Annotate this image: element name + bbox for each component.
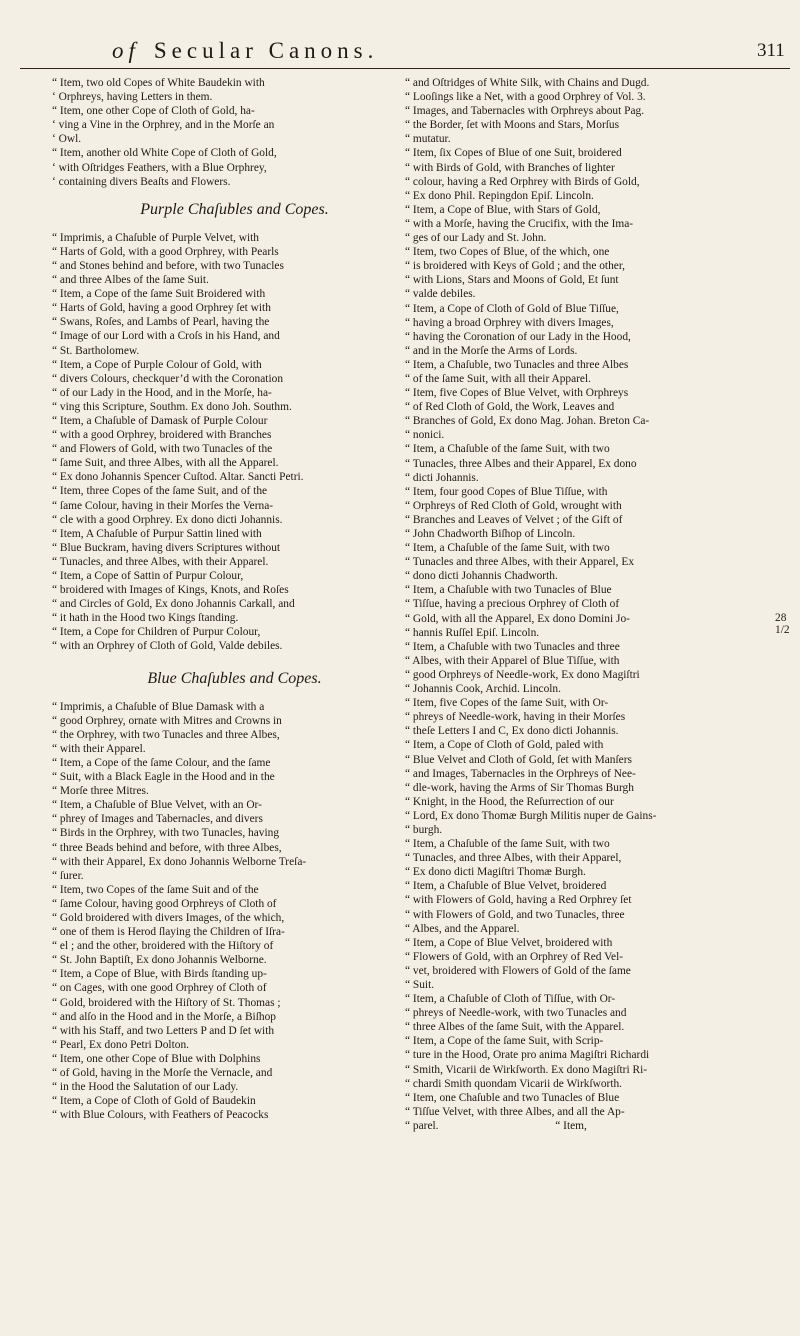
text-line: “ Item, a Cope of Purple Colour of Gold, with bbox=[52, 358, 262, 371]
text-line: “ dicti Johannis. bbox=[405, 471, 479, 484]
text-line: “ and alſo in the Hood and in the Morſe, a Biſhop bbox=[52, 1010, 276, 1023]
text-line: ‘ ving a Vine in the Orphrey, and in the Morſe an bbox=[52, 119, 275, 132]
text-line: “ Item, a Chaſuble of the ſame Suit, with two bbox=[405, 542, 610, 555]
text-line: “ it hath in the Hood two Kings ſtanding. bbox=[52, 612, 239, 625]
text-line: “ dle-work, having the Arms of Sir Thomas Burgh bbox=[405, 781, 634, 794]
text-line: “ Tunacles, three Albes and their Apparel, Ex dono bbox=[405, 457, 637, 470]
text-line: “ Item, five Copes of Blue Velvet, with Orphreys bbox=[405, 387, 629, 400]
text-line: “ of Gold, having in the Morſe the Vernacle, and bbox=[52, 1067, 273, 1079]
text-line: “ Item, a Cope of Cloth of Gold of Blue Tiſſue, bbox=[405, 302, 619, 315]
text-line: “ Item, a Chaſuble with two Tunacles and three bbox=[405, 640, 620, 653]
text-line: “ Tiſſue Velvet, with three Albes, and all the Ap- bbox=[405, 1105, 625, 1118]
text-line: “ one of them is Herod ſlaying the Children of Iſra- bbox=[52, 926, 285, 939]
text-line: “ Item, a Cope for Children of Purpur Colour, bbox=[52, 626, 261, 639]
text-line: “ Item, a Cope of Blue, with Stars of Gold, bbox=[405, 203, 601, 216]
text-line: “ the Orphrey, with two Tunacles and three Albes, bbox=[52, 728, 280, 741]
text-line: ‘ Owl. bbox=[52, 133, 82, 146]
text-line: “ and in the Morſe the Arms of Lords. bbox=[405, 344, 578, 357]
text-line: “ Item, one other Cope of Cloth of Gold, ha- bbox=[52, 105, 255, 118]
text-line: “ Item, a Chaſuble, two Tunacles and three Albes bbox=[405, 358, 629, 371]
text-line: “ Tunacles and three Albes, with their Apparel, Ex bbox=[405, 556, 635, 569]
text-line: “ ving this Scripture, Southm. Ex dono Joh. Southm. bbox=[52, 400, 292, 413]
text-line: “ phreys of Needle-work, having in their Morſes bbox=[405, 711, 626, 724]
text-line: “ of the ſame Suit, with all their Apparel. bbox=[405, 372, 591, 385]
text-line: “ good Orphrey, ornate with Mitres and Crowns in bbox=[52, 714, 282, 727]
left-block-1 bbox=[52, 76, 417, 189]
text-line: “ Ex dono Phil. Repingdon Epiſ. Lincoln. bbox=[405, 189, 594, 202]
text-line: “ Tunacles, and three Albes, with their Apparel. bbox=[52, 555, 269, 568]
text-line: “ hannis Ruſſel Epiſ. Lincoln. bbox=[405, 626, 540, 639]
text-line: “ theſe Letters I and C, Ex dono dicti Johannis. bbox=[405, 725, 619, 738]
text-line: “ ture in the Hood, Orate pro anima Magiſtri Richardi bbox=[405, 1049, 650, 1062]
text-line: “ and Images, Tabernacles in the Orphreys of Nee- bbox=[405, 767, 636, 780]
text-line: “ divers Colours, checkquer’d with the Coronation bbox=[52, 372, 284, 385]
page-number: 311 bbox=[757, 40, 785, 61]
text-line: “ and three Albes of the ſame Suit. bbox=[52, 274, 209, 287]
text-line: ‘ with Oſtridges Feathers, with a Blue Orphrey, bbox=[52, 161, 267, 174]
text-line: “ Suit. bbox=[405, 979, 435, 991]
text-line: “ Albes, with their Apparel of Blue Tiſſue, with bbox=[405, 654, 620, 667]
text-line: “ in the Hood the Salutation of our Lady. bbox=[52, 1081, 239, 1094]
text-line: “ Knight, in the Hood, the Reſurrection of our bbox=[405, 795, 614, 808]
right-block bbox=[405, 76, 775, 1133]
text-line: “ of our Lady in the Hood, and in the Morſe, ha- bbox=[52, 386, 272, 399]
text-line: “ Orphreys of Red Cloth of Gold, wrought with bbox=[405, 499, 622, 512]
text-line: “ Item, a Chaſuble of Cloth of Tiſſue, with Or- bbox=[405, 993, 616, 1006]
text-line: “ and Flowers of Gold, with two Tunacles of the bbox=[52, 443, 273, 456]
text-line: “ Harts of Gold, with a good Orphrey, with Pearls bbox=[52, 245, 279, 258]
running-header bbox=[0, 38, 800, 68]
text-line: “ St. Bartholomew. bbox=[52, 344, 140, 357]
text-line: “ valde debiles. bbox=[405, 288, 476, 301]
text-line: “ having the Coronation of our Lady in the Hood, bbox=[405, 330, 631, 343]
text-line: “ is broidered with Keys of Gold ; and the other, bbox=[405, 260, 626, 273]
text-line: “ of Red Cloth of Gold, the Work, Leaves and bbox=[405, 401, 615, 414]
text-line: “ Blue Buckram, having divers Scriptures without bbox=[52, 541, 281, 554]
text-line: “ Imprimis, a Chaſuble of Purple Velvet, with bbox=[52, 231, 259, 244]
text-line: “ the Border, ſet with Moons and Stars, Morſus bbox=[405, 119, 620, 132]
margin-note: 28 1/2 bbox=[775, 612, 790, 636]
text-line: “ having a broad Orphrey with divers Images, bbox=[405, 316, 614, 329]
text-line: “ Suit, with a Black Eagle in the Hood and in the bbox=[52, 771, 275, 784]
text-line: “ Branches and Leaves of Velvet ; of the Gift of bbox=[405, 513, 623, 526]
text-line: “ Images, and Tabernacles with Orphreys about Pag. bbox=[405, 105, 645, 118]
text-line: “ Item, a Chaſuble of the ſame Suit, with two bbox=[405, 443, 610, 456]
text-line: “ Item, a Cope of the ſame Suit Broidered with bbox=[52, 288, 266, 301]
text-line: “ cle with a good Orphrey. Ex dono dicti Johannis. bbox=[52, 513, 283, 526]
text-line: “ and Circles of Gold, Ex dono Johannis Carkall, and bbox=[52, 598, 295, 611]
header-rule bbox=[20, 68, 790, 69]
text-line: “ Item, two Copes of Blue, of the which, one bbox=[405, 246, 610, 259]
text-line: “ and Stones behind and before, with two Tunacles bbox=[52, 259, 284, 272]
title-text: Secular Canons. bbox=[153, 38, 379, 63]
text-line: “ with an Orphrey of Cloth of Gold, Valde debiles. bbox=[52, 640, 283, 653]
text-line: “ St. John Baptiſt, Ex dono Johannis Welborne. bbox=[52, 954, 267, 967]
text-line: “ Birds in the Orphrey, with two Tunacles, having bbox=[52, 827, 280, 840]
text-line: “ Item, a Cope of the ſame Suit, with Scrip- bbox=[405, 1035, 604, 1048]
text-line: “ Johannis Cook, Archid. Lincoln. bbox=[405, 683, 561, 696]
text-line: “ Smith, Vicarii de Wirkſworth. Ex dono Magiſtri Ri- bbox=[405, 1063, 648, 1076]
text-line: “ chardi Smith quondam Vicarii de Wirkſworth. bbox=[405, 1077, 623, 1090]
text-line: “ Lord, Ex dono Thomæ Burgh Militis nuper de Gains- bbox=[405, 809, 657, 822]
text-line: “ good Orphreys of Needle-work, Ex dono Magiſtri bbox=[405, 668, 640, 681]
right-column bbox=[405, 76, 775, 1133]
text-line: “ nonici. bbox=[405, 429, 445, 442]
text-line: “ with a Morſe, having the Crucifix, with the Ima- bbox=[405, 217, 634, 230]
text-line: “ Item, one Chaſuble and two Tunacles of Blue bbox=[405, 1091, 620, 1104]
text-line: “ Item, another old White Cope of Cloth of Gold, bbox=[52, 147, 277, 160]
left-block-3 bbox=[52, 700, 417, 1123]
text-line: “ with Lions, Stars and Moons of Gold, Et ſunt bbox=[405, 274, 619, 287]
left-block-2 bbox=[52, 231, 417, 654]
text-line: “ Blue Velvet and Cloth of Gold, ſet with Manſers bbox=[405, 753, 632, 766]
text-line: “ Gold, with all the Apparel, Ex dono Domini Jo- bbox=[405, 612, 630, 625]
text-line: “ Item, a Chaſuble with two Tunacles of Blue bbox=[405, 584, 612, 597]
text-line: “ Ex dono dicti Magiſtri Thomæ Burgh. bbox=[405, 866, 586, 879]
text-line: “ mutatur. bbox=[405, 133, 451, 146]
text-line: “ ges of our Lady and St. John. bbox=[405, 232, 547, 245]
text-line: “ ſame Colour, having in their Morſes the Verna- bbox=[52, 499, 274, 512]
text-line: “ Item, a Cope of Blue Velvet, broidered with bbox=[405, 936, 613, 949]
text-line: “ Gold broidered with divers Images, of the which, bbox=[52, 911, 285, 924]
text-line: “ dono dicti Johannis Chadworth. bbox=[405, 570, 558, 583]
text-line: “ Item, five Copes of the ſame Suit, with Or- bbox=[405, 697, 609, 710]
text-line: “ Item, a Cope of Cloth of Gold of Baudekin bbox=[52, 1095, 256, 1108]
text-line: “ Item, four good Copes of Blue Tiſſue, with bbox=[405, 485, 608, 498]
text-line: “ Harts of Gold, having a good Orphrey ſet with bbox=[52, 302, 271, 315]
text-line: “ Item, one other Cope of Blue with Dolphins bbox=[52, 1052, 261, 1065]
text-line: “ with his Staff, and two Letters P and D ſet with bbox=[52, 1024, 275, 1037]
text-line: “ Item, ſix Copes of Blue of one Suit, broidered bbox=[405, 147, 622, 160]
text-line: “ Item, a Chaſuble of Damask of Purple Colour bbox=[52, 414, 268, 427]
text-line: “ Swans, Roſes, and Lambs of Pearl, having the bbox=[52, 316, 270, 329]
text-line: “ Imprimis, a Chaſuble of Blue Damask with a bbox=[52, 700, 265, 713]
text-line: “ Gold, broidered with the Hiſtory of St. Thomas ; bbox=[52, 996, 281, 1009]
text-line: “ with a good Orphrey, broidered with Branches bbox=[52, 429, 272, 442]
text-line: “ parel. “ Item, bbox=[405, 1119, 587, 1132]
text-line: “ with their Apparel, Ex dono Johannis Welborne Treſa- bbox=[52, 855, 307, 868]
text-line: “ three Beads behind and before, with three Albes, bbox=[52, 841, 282, 854]
text-line: “ with Flowers of Gold, and two Tunacles, three bbox=[405, 908, 625, 921]
text-line: “ ſame Colour, having good Orphreys of Cloth of bbox=[52, 897, 277, 910]
text-line: “ on Cages, with one good Orphrey of Cloth of bbox=[52, 982, 267, 995]
text-line: ‘ containing divers Beaſts and Flowers. bbox=[52, 175, 231, 188]
left-column bbox=[52, 76, 417, 1122]
title-prefix: of bbox=[112, 38, 140, 63]
text-line: “ broidered with Images of Kings, Knots, and Roſes bbox=[52, 584, 289, 597]
text-line: “ Item, a Cope of Blue, with Birds ſtanding up- bbox=[52, 968, 267, 981]
text-line: “ Looſings like a Net, with a good Orphrey of Vol. 3. bbox=[405, 91, 646, 104]
text-line: “ Item, two Copes of the ſame Suit and of the bbox=[52, 883, 259, 896]
running-title bbox=[112, 38, 752, 64]
text-line: “ Flowers of Gold, with an Orphrey of Red Vel- bbox=[405, 950, 624, 963]
text-line: “ Albes, and the Apparel. bbox=[405, 922, 520, 935]
text-line: “ Item, a Cope of the ſame Colour, and the ſame bbox=[52, 756, 271, 769]
text-line: “ Item, three Copes of the ſame Suit, and of the bbox=[52, 485, 268, 498]
text-line: “ Item, a Cope of Sattin of Purpur Colour, bbox=[52, 570, 244, 582]
text-line: “ John Chadworth Biſhop of Lincoln. bbox=[405, 528, 576, 540]
text-line: “ with Birds of Gold, with Branches of lighter bbox=[405, 161, 615, 174]
text-line: “ Item, a Cope of Cloth of Gold, paled with bbox=[405, 739, 604, 752]
text-line: “ el ; and the other, broidered with the Hiſtory of bbox=[52, 940, 274, 953]
text-line: “ Item, a Chaſuble of Blue Velvet, broidered bbox=[405, 880, 607, 893]
text-line: “ burgh. bbox=[405, 823, 443, 836]
text-line: “ Image of our Lord with a Croſs in his Hand, and bbox=[52, 330, 280, 343]
text-line: “ vet, broidered with Flowers of Gold of the ſame bbox=[405, 964, 631, 977]
text-line: “ Pearl, Ex dono Petri Dolton. bbox=[52, 1038, 189, 1051]
section-heading-purple: Purple Chaſubles and Copes. bbox=[140, 200, 329, 218]
text-line: “ Item, A Chaſuble of Purpur Sattin lined with bbox=[52, 527, 262, 540]
text-line: ‘ Orphreys, having Letters in them. bbox=[52, 91, 213, 104]
text-line: “ and Oſtridges of White Silk, with Chains and Dugd. bbox=[405, 77, 650, 89]
text-line: “ Tunacles, and three Albes, with their Apparel, bbox=[405, 852, 622, 865]
text-line: “ Morſe three Mitres. bbox=[52, 785, 149, 798]
text-line: “ with their Apparel. bbox=[52, 742, 146, 755]
text-line: “ Item, a Chaſuble of Blue Velvet, with an Or- bbox=[52, 799, 262, 812]
text-line: “ colour, having a Red Orphrey with Birds of Gold, bbox=[405, 175, 640, 188]
text-line: “ three Albes of the ſame Suit, with the Apparel. bbox=[405, 1021, 625, 1034]
text-line: “ Ex dono Johannis Spencer Cuſtod. Altar. Sancti Petri. bbox=[52, 471, 304, 484]
text-line: “ Branches of Gold, Ex dono Mag. Johan. Breton Ca- bbox=[405, 415, 650, 428]
text-line: “ with Flowers of Gold, having a Red Orphrey ſet bbox=[405, 894, 632, 907]
text-line: “ ſame Suit, and three Albes, with all the Apparel. bbox=[52, 457, 279, 470]
text-line: “ phrey of Images and Tabernacles, and divers bbox=[52, 813, 263, 826]
text-line: “ Item, a Chaſuble of the ſame Suit, with two bbox=[405, 838, 610, 851]
section-heading-blue: Blue Chaſubles and Copes. bbox=[147, 669, 322, 687]
text-line: “ Tiſſue, having a precious Orphrey of Cloth of bbox=[405, 598, 620, 611]
text-line: “ with Blue Colours, with Feathers of Peacocks bbox=[52, 1109, 269, 1122]
text-line: “ phreys of Needle-work, with two Tunacles and bbox=[405, 1007, 627, 1020]
text-line: “ ſurer. bbox=[52, 869, 84, 882]
text-line: “ Item, two old Copes of White Baudekin with bbox=[52, 77, 265, 89]
